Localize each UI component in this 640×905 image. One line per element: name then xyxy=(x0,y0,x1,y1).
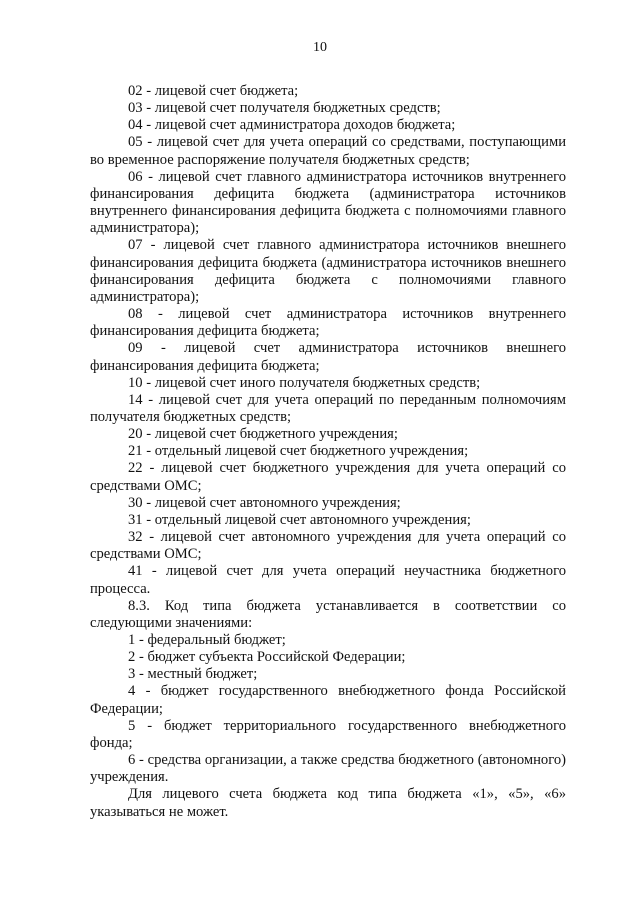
paragraph-code-14: 14 - лицевой счет для учета операций по переданным полномочиям получателя бюджетных средств; xyxy=(90,391,566,425)
paragraph-code-41: 41 - лицевой счет для учета операций неучастника бюджетного процесса. xyxy=(90,563,566,597)
paragraph-code-06: 06 - лицевой счет главного администратора источников внутреннего финансирования дефицита бюджета (администратора источников внутреннего финансирования дефицита бюджета с полномочиями главного администратора); xyxy=(90,168,566,237)
paragraph-code-10: 10 - лицевой счет иного получателя бюджетных средств; xyxy=(128,374,481,391)
document-body xyxy=(90,83,566,821)
paragraph-budget-type-3: 3 - местный бюджет; xyxy=(128,666,258,683)
paragraph-budget-type-2: 2 - бюджет субъекта Российской Федерации; xyxy=(128,649,406,666)
paragraph-code-30: 30 - лицевой счет автономного учреждения; xyxy=(128,494,401,511)
paragraph-code-22: 22 - лицевой счет бюджетного учреждения для учета операций со средствами ОМС; xyxy=(90,460,566,494)
paragraph-code-09: 09 - лицевой счет администратора источников внешнего финансирования дефицита бюджета; xyxy=(90,340,566,374)
paragraph-code-31: 31 - отдельный лицевой счет автономного учреждения; xyxy=(128,511,471,528)
paragraph-code-07: 07 - лицевой счет главного администратора источников внешнего финансирования дефицита бюджета (администратора источников внешнего финансирования дефицита бюджета с полномочиями главного администратора); xyxy=(90,237,566,305)
paragraph-code-21: 21 - отдельный лицевой счет бюджетного учреждения; xyxy=(128,443,469,460)
paragraph-code-08: 08 - лицевой счет администратора источников внутреннего финансирования дефицита бюджета; xyxy=(90,306,566,340)
paragraph-section-8-3: 8.3. Код типа бюджета устанавливается в соответствии со следующими значениями: xyxy=(90,597,566,631)
paragraph-budget-type-1: 1 - федеральный бюджет; xyxy=(128,632,286,648)
paragraph-budget-type-note: Для лицевого счета бюджета код типа бюджета «1», «5», «6» указываться не может. xyxy=(90,786,566,820)
paragraph-code-32: 32 - лицевой счет автономного учреждения для учета операций со средствами ОМС; xyxy=(90,529,566,563)
paragraph-budget-type-5: 5 - бюджет территориального государственного внебюджетного фонда; xyxy=(90,717,566,751)
paragraph-code-05: 05 - лицевой счет для учета операций со средствами, поступающими во временное распоряжение получателя бюджетных средств; xyxy=(90,134,566,168)
paragraph-budget-type-6: 6 - средства организации, а также средства бюджетного (автономного) учреждения. xyxy=(90,752,566,786)
paragraph-code-20: 20 - лицевой счет бюджетного учреждения; xyxy=(128,426,398,443)
paragraph-budget-type-4: 4 - бюджет государственного внебюджетного фонда Российской Федерации; xyxy=(90,683,566,717)
page-number: 10 xyxy=(313,40,327,55)
paragraph-code-02: 02 - лицевой счет бюджета; xyxy=(128,83,299,99)
paragraph-code-03: 03 - лицевой счет получателя бюджетных средств; xyxy=(128,100,441,117)
paragraph-code-04: 04 - лицевой счет администратора доходов бюджета; xyxy=(128,117,456,134)
